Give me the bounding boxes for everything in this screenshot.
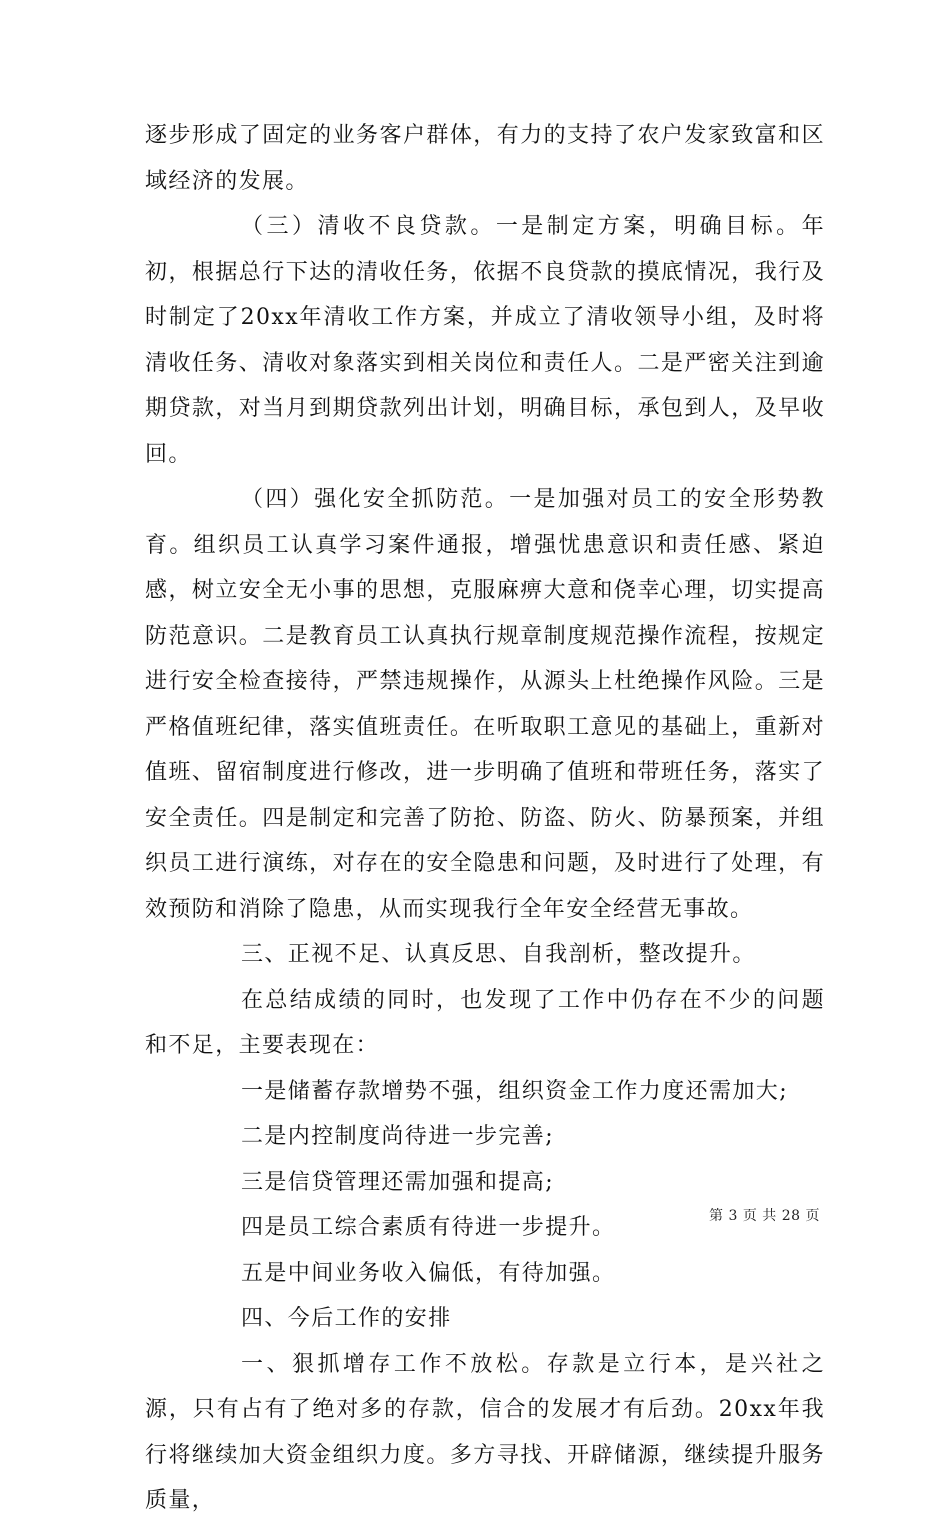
list-item-shortcoming-5: 五是中间业务收入偏低，有待加强。 (241, 1260, 616, 1286)
paragraph-section-3-loan-recovery: （三）清收不良贷款。一是制定方案，明确目标。年初，根据总行下达的清收任务，依据不良贷款的摸底情况，我行及时制定了20xx年清收工作方案，并成立了清收领导小组，及时将清收任务、清收对象落实到相关岗位和责任人。二是严密关注到逾期贷款，对当月到期贷款列出计划，明确目标，承包到人，及早收回。 (145, 214, 825, 467)
list-item-shortcoming-4: 四是员工综合素质有待进一步提升。 (241, 1215, 616, 1240)
heading-shortcomings: 三、正视不足、认真反思、自我剖析，整改提升。 (241, 942, 756, 967)
paragraph-section-4-safety: （四）强化安全抓防范。一是加强对员工的安全形势教育。组织员工认真学习案件通报，增强忧患意识和责任感、紧迫感，树立安全无小事的思想，克服麻痹大意和侥幸心理，切实提高防范意识。二是教育员工认真执行规章制度规范操作流程，按规定进行安全检查接待，严禁违规操作，从源头上杜绝操作风险。三是严格值班纪律，落实值班责任。在听取职工意见的基础上，重新对值班、留宿制度进行修改，进一步明确了值班和带班任务，落实了安全责任。四是制定和完善了防抢、防盗、防火、防暴预案，并组织员工进行演练，对存在的安全隐患和问题，及时进行了处理，有效预防和消除了隐患，从而实现我行全年安全经营无事故。 (145, 487, 825, 922)
document-body (145, 113, 825, 1524)
heading-future-plans: 四、今后工作的安排 (241, 1306, 452, 1331)
paragraph-continuation: 逐步形成了固定的业务客户群体，有力的支持了农户发家致富和区域经济的发展。 (145, 123, 825, 194)
page-number-footer: 第 3 页 共 28 页 (709, 1208, 820, 1224)
paragraph-shortcomings-intro: 在总结成绩的同时，也发现了工作中仍存在不少的问题和不足，主要表现在： (145, 987, 825, 1058)
list-item-shortcoming-1: 一是储蓄存款增势不强，组织资金工作力度还需加大; (241, 1078, 789, 1104)
list-item-shortcoming-2: 二是内控制度尚待进一步完善; (241, 1124, 555, 1149)
list-item-shortcoming-3: 三是信贷管理还需加强和提高; (241, 1169, 555, 1195)
paragraph-deposit-growth: 一、狠抓增存工作不放松。存款是立行本，是兴社之源，只有占有了绝对多的存款，信合的发展才有后劲。20xx年我行将继续加大资金组织力度。多方寻找、开辟储源，继续提升服务质量， (145, 1351, 825, 1513)
